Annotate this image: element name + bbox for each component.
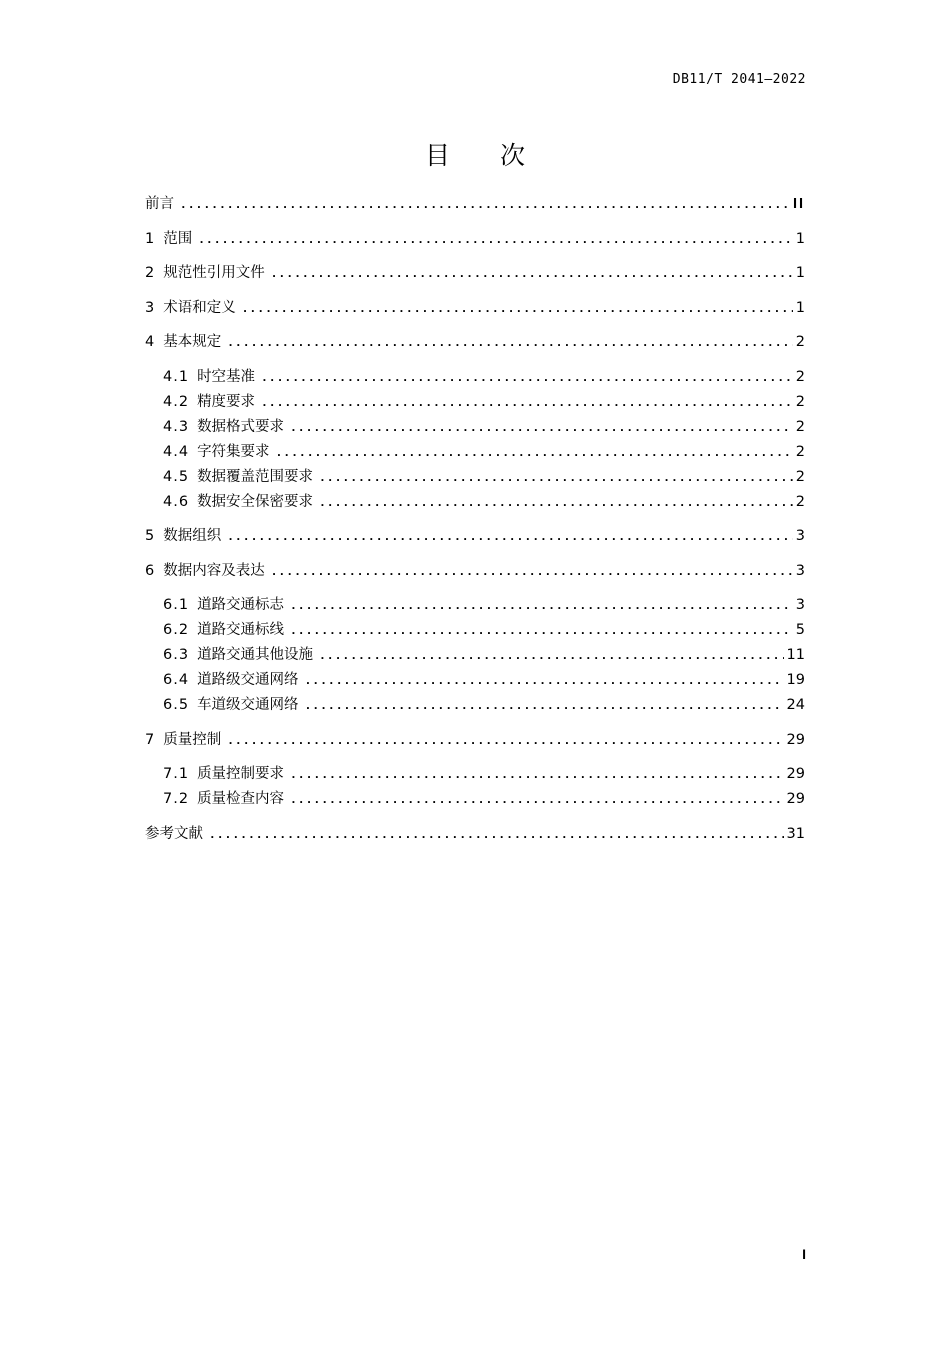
toc-entry-page: II — [792, 196, 805, 212]
toc-entry[interactable] — [145, 296, 805, 321]
toc-entry[interactable] — [145, 593, 805, 618]
toc-entry-page: 2 — [795, 334, 805, 350]
toc-entry-number: 6.2 — [163, 622, 190, 638]
toc-dot-leader — [180, 192, 790, 217]
toc-entry[interactable] — [145, 440, 805, 465]
toc-entry-label: 规范性引用文件 — [163, 265, 265, 281]
toc-dot-leader — [319, 465, 793, 490]
toc-entry[interactable] — [145, 365, 805, 390]
toc-entry-number: 4.1 — [163, 368, 190, 385]
toc-entry-page: 2 — [795, 418, 805, 435]
toc-entry[interactable] — [145, 227, 805, 252]
toc-dot-leader — [319, 490, 793, 515]
toc-entry-page: 5 — [795, 622, 805, 638]
toc-entry-label: 术语和定义 — [163, 299, 236, 316]
toc-dot-leader — [319, 643, 783, 668]
toc-entry-page: 1 — [795, 265, 805, 281]
toc-entry-page: 2 — [795, 468, 805, 485]
toc-dot-leader — [271, 261, 793, 286]
toc-dot-leader — [227, 524, 793, 549]
toc-entry-page: 29 — [786, 731, 805, 748]
toc-entry-number: 6.4 — [163, 672, 190, 688]
toc-entry-number: 4.3 — [163, 418, 190, 435]
toc-entry[interactable] — [145, 490, 805, 515]
toc-entry-page: 2 — [795, 368, 805, 385]
toc-entry-number: 6 — [145, 562, 156, 579]
table-of-contents — [145, 192, 805, 847]
toc-entry-number: 6.5 — [163, 697, 190, 713]
toc-entry[interactable] — [145, 668, 805, 693]
toc-entry-label: 车道级交通网络 — [197, 697, 299, 713]
toc-dot-leader — [198, 227, 793, 252]
toc-entry-page: 24 — [786, 697, 805, 713]
toc-entry-label: 道路交通其他设施 — [197, 647, 314, 663]
toc-entry-number: 4.6 — [163, 493, 190, 510]
toc-entry-label: 精度要求 — [197, 393, 256, 410]
toc-entry-page: 19 — [786, 672, 805, 688]
toc-entry-number: 7 — [145, 731, 156, 748]
toc-dot-leader — [227, 330, 793, 355]
toc-entry-label: 质量检查内容 — [197, 791, 285, 807]
footer-page-number: I — [802, 1246, 806, 1262]
toc-entry[interactable] — [145, 192, 805, 217]
toc-entry-page: 2 — [795, 493, 805, 510]
toc-entry-number: 6.1 — [163, 597, 190, 613]
toc-entry-label: 数据覆盖范围要求 — [197, 468, 314, 485]
toc-entry-label: 道路级交通网络 — [197, 672, 299, 688]
toc-dot-leader — [290, 618, 793, 643]
toc-entry-number: 5 — [145, 528, 156, 544]
toc-dot-leader — [261, 365, 793, 390]
toc-dot-leader — [290, 593, 793, 618]
toc-entry-label: 数据内容及表达 — [163, 562, 265, 579]
toc-entry[interactable] — [145, 390, 805, 415]
toc-entry[interactable] — [145, 762, 805, 787]
toc-entry-page: 2 — [795, 443, 805, 460]
toc-entry[interactable] — [145, 618, 805, 643]
toc-entry[interactable] — [145, 330, 805, 355]
toc-entry-label: 道路交通标线 — [197, 622, 285, 638]
toc-dot-leader — [305, 668, 784, 693]
toc-entry-number: 2 — [145, 265, 156, 281]
toc-entry[interactable] — [145, 787, 805, 812]
toc-entry-page: 1 — [795, 299, 805, 316]
toc-entry-number: 1 — [145, 230, 156, 247]
toc-entry-label: 范围 — [163, 230, 193, 247]
toc-entry[interactable] — [145, 559, 805, 584]
toc-entry-page: 3 — [795, 597, 805, 613]
toc-entry[interactable] — [145, 822, 805, 847]
toc-dot-leader — [276, 440, 793, 465]
toc-entry-label: 道路交通标志 — [197, 597, 285, 613]
toc-dot-leader — [290, 415, 793, 440]
toc-dot-leader — [290, 787, 783, 812]
toc-entry-label: 基本规定 — [163, 334, 222, 350]
toc-entry-number: 7.1 — [163, 766, 190, 782]
toc-entry[interactable] — [145, 465, 805, 490]
toc-entry-number: 3 — [145, 299, 156, 316]
toc-entry-number: 4.5 — [163, 468, 190, 485]
toc-dot-leader — [271, 559, 793, 584]
toc-entry-page: 1 — [795, 230, 805, 247]
toc-entry-label: 质量控制 — [163, 731, 222, 748]
toc-entry-page: 3 — [795, 528, 805, 544]
toc-entry[interactable] — [145, 261, 805, 286]
toc-entry-page: 31 — [786, 825, 805, 842]
toc-entry-label: 数据组织 — [163, 528, 222, 544]
toc-entry-label: 数据格式要求 — [197, 418, 285, 435]
toc-dot-leader — [227, 728, 783, 753]
toc-entry-number: 6.3 — [163, 647, 190, 663]
toc-title — [0, 136, 950, 172]
toc-entry-page: 29 — [786, 791, 805, 807]
toc-entry-label: 时空基准 — [197, 368, 256, 385]
toc-entry[interactable] — [145, 693, 805, 718]
document-code: DB11/T 2041—2022 — [672, 72, 806, 87]
toc-dot-leader — [209, 822, 784, 847]
toc-entry-number: 4.4 — [163, 443, 190, 460]
toc-entry-page: 2 — [795, 393, 805, 410]
toc-entry-label: 参考文献 — [145, 825, 203, 842]
toc-entry-page: 29 — [786, 766, 805, 782]
toc-entry[interactable] — [145, 415, 805, 440]
toc-entry-label: 质量控制要求 — [197, 766, 285, 782]
toc-dot-leader — [305, 693, 784, 718]
toc-entry-page: 3 — [795, 562, 805, 579]
toc-dot-leader — [290, 762, 783, 787]
toc-title-char-2: 次 — [500, 141, 526, 170]
toc-title-char-1: 目 — [424, 141, 450, 170]
toc-entry-number: 4.2 — [163, 393, 190, 410]
toc-entry-label: 字符集要求 — [197, 443, 270, 460]
toc-entry[interactable] — [145, 524, 805, 549]
toc-dot-leader — [261, 390, 793, 415]
toc-dot-leader — [242, 296, 793, 321]
toc-entry[interactable] — [145, 728, 805, 753]
toc-entry-number: 7.2 — [163, 791, 190, 807]
toc-entry-page: 11 — [786, 647, 805, 663]
toc-entry-label: 前言 — [145, 196, 174, 212]
toc-entry[interactable] — [145, 643, 805, 668]
toc-entry-number: 4 — [145, 334, 156, 350]
toc-entry-label: 数据安全保密要求 — [197, 493, 314, 510]
